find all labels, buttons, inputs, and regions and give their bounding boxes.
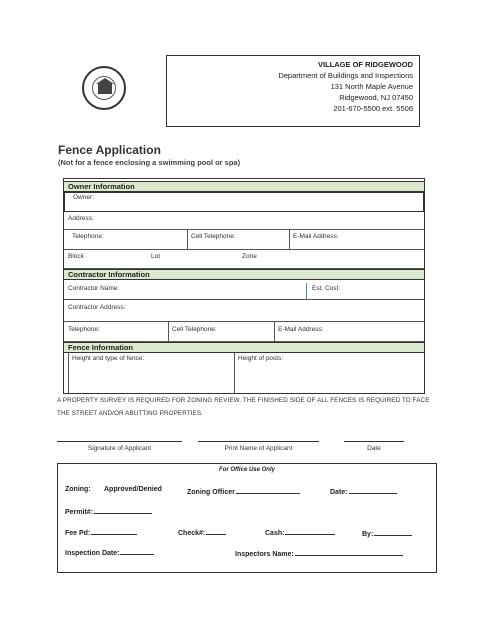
approved-denied-label[interactable]: Approved/Denied	[104, 486, 162, 493]
signature-line[interactable]	[57, 441, 182, 442]
check-number-label: Check#:	[178, 530, 206, 537]
page-title: Fence Application	[58, 143, 161, 157]
inspectors-name-label: Inspectors Name:	[235, 551, 294, 558]
office-date-label: Date:	[330, 489, 348, 496]
lot-field[interactable]: Lot	[151, 253, 161, 260]
page-subtitle: (Not for a fence enclosing a swimming pool or spa)	[58, 158, 241, 167]
office-date-field[interactable]	[330, 486, 397, 496]
office-use-heading: For Office Use Only	[219, 467, 275, 473]
owner-phone-row	[64, 230, 424, 250]
contractor-name-field[interactable]: Contractor Name:	[68, 285, 120, 292]
inspection-date-field[interactable]	[65, 547, 154, 557]
cash-field[interactable]	[265, 527, 335, 537]
owner-telephone-field[interactable]: Telephone:	[72, 233, 104, 240]
divider	[306, 283, 307, 299]
office-use-box	[57, 463, 437, 573]
contractor-address-label: Contractor Address:	[68, 304, 126, 311]
fence-section-header: Fence Information	[64, 342, 424, 353]
contractor-section-header: Contractor Information	[64, 269, 424, 280]
permit-label: Permit#:	[65, 509, 94, 516]
owner-email-field[interactable]: E-Mail Address:	[293, 233, 339, 240]
divider	[187, 230, 188, 250]
owner-cell-field[interactable]: Cell Telephone:	[191, 233, 236, 240]
print-name-line[interactable]	[198, 441, 319, 442]
application-form	[63, 178, 425, 394]
owner-field[interactable]	[64, 192, 424, 212]
est-cost-field[interactable]: Est. Cost:	[312, 285, 341, 292]
inspection-date-label: Inspection Date:	[65, 550, 120, 557]
permit-field[interactable]	[65, 506, 152, 516]
contractor-name-row	[64, 280, 424, 300]
survey-note: A PROPERTY SURVEY IS REQUIRED FOR ZONING REVIEW. THE FINISHED SIDE OF ALL FENCES IS REQUIRED TO FACE THE STREET AND/OR ABUTTING PROPERTIES.	[57, 397, 430, 417]
divider	[68, 353, 69, 393]
owner-label: Owner:	[73, 194, 94, 201]
street-address: 131 North Maple Avenue	[330, 82, 413, 91]
owner-block-row	[64, 250, 424, 269]
header-address-box	[166, 55, 420, 127]
divider	[234, 353, 235, 393]
contractor-email-field[interactable]: E-Mail Address:	[278, 326, 324, 333]
print-name-label: Print Name of Applicant	[224, 445, 293, 452]
zone-field[interactable]: Zone	[242, 253, 257, 260]
block-field[interactable]: Block	[68, 253, 84, 260]
fee-paid-field[interactable]	[65, 527, 137, 537]
post-height-field[interactable]: Height of posts:	[238, 355, 284, 362]
signature-label: Signature of Applicant	[87, 445, 152, 452]
village-name: VILLAGE OF RIDGEWOOD	[318, 60, 413, 69]
contractor-cell-field[interactable]: Cell Telephone:	[172, 326, 217, 333]
fee-paid-label: Fee Pd:	[65, 530, 91, 537]
date-label: Date	[367, 445, 381, 452]
fence-height-type-field[interactable]: Height and type of fence:	[72, 355, 145, 362]
seal-house	[98, 83, 112, 94]
zoning-officer-field[interactable]	[187, 486, 300, 496]
by-field[interactable]	[362, 528, 412, 538]
phone-number: 201-670-5500 ext. 5506	[333, 104, 413, 113]
owner-address-label: Address:	[68, 215, 94, 222]
cash-label: Cash:	[265, 530, 285, 537]
zoning-officer-label: Zoning Officer	[187, 489, 235, 496]
city-state-zip: Ridgewood, NJ 07450	[339, 93, 413, 102]
owner-address-field[interactable]	[64, 212, 424, 230]
contractor-telephone-field[interactable]: Telephone:	[68, 326, 100, 333]
village-seal	[82, 66, 126, 110]
contractor-phone-row	[64, 322, 424, 342]
divider	[168, 322, 169, 342]
divider	[289, 230, 290, 250]
department-name: Department of Buildings and Inspections	[278, 71, 413, 80]
contractor-address-field[interactable]	[64, 300, 424, 322]
check-number-field[interactable]	[178, 527, 226, 537]
by-label: By:	[362, 531, 374, 538]
inspectors-name-field[interactable]	[235, 548, 403, 558]
zoning-label: Zoning:	[65, 486, 91, 493]
owner-section-header: Owner Information	[64, 181, 424, 192]
date-line[interactable]	[344, 441, 404, 442]
divider	[274, 322, 275, 342]
